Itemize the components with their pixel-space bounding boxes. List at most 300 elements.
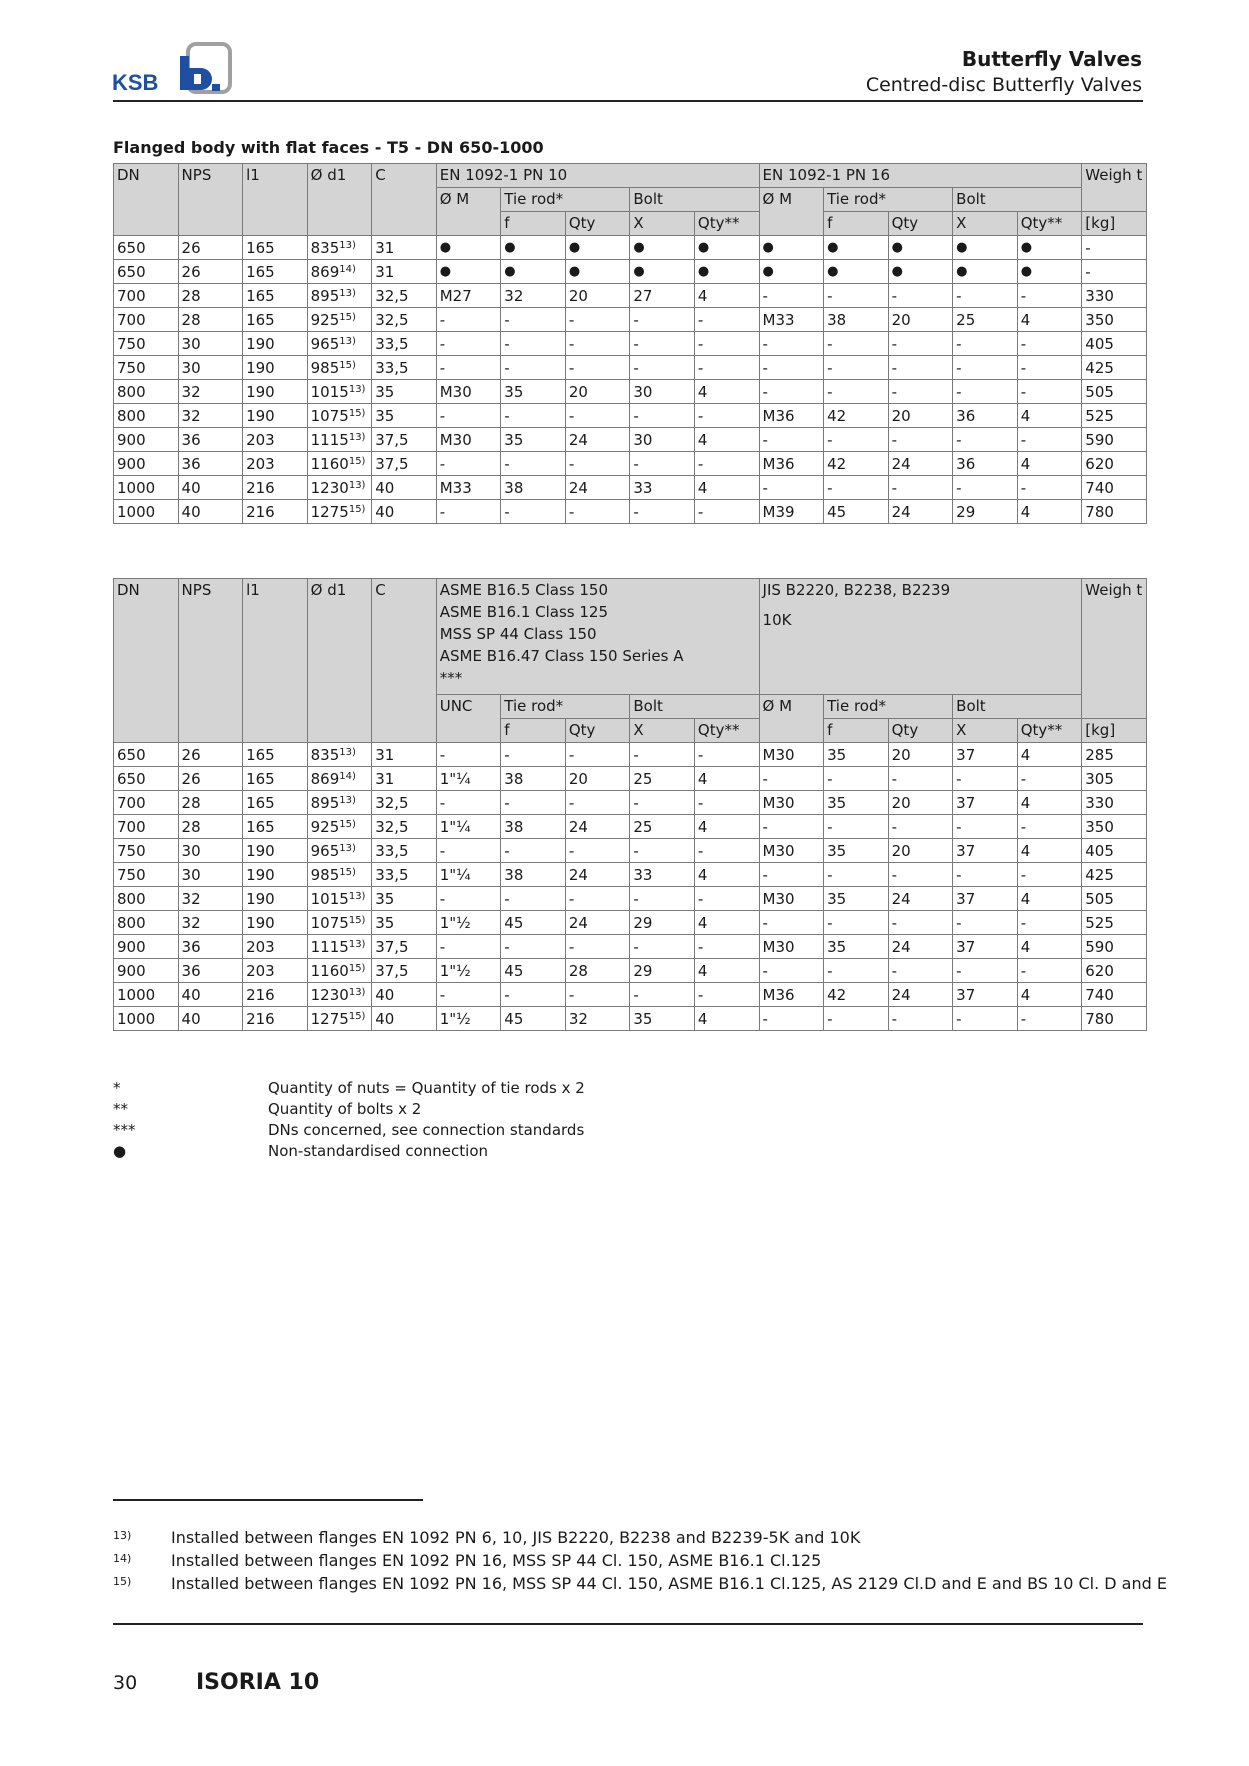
cell-value: 35 [501, 380, 566, 404]
cell-value: 37 [953, 791, 1018, 815]
cell-d1: 1275$^{15)}$ [307, 1007, 372, 1031]
table-row [114, 356, 1147, 380]
cell-l1: 165 [243, 308, 308, 332]
cell-weight: 620 [1082, 959, 1147, 983]
cell-value: 24 [565, 815, 630, 839]
cell-value: 4 [1017, 935, 1082, 959]
cell-value: 1"½ [436, 959, 501, 983]
cell-value: - [436, 332, 501, 356]
footnote-text: Installed between flanges EN 1092 PN 6, 10, JIS B2220, B2238 and B2239-5K and 10K [171, 1528, 861, 1547]
cell-weight: 285 [1082, 743, 1147, 767]
cell-value: ● [436, 236, 501, 260]
cell-value: - [953, 815, 1018, 839]
cell-value: - [888, 767, 953, 791]
col-bolt: Bolt [630, 188, 759, 212]
table-row [114, 260, 1147, 284]
cell-d1: 1015$^{13)}$ [307, 887, 372, 911]
cell-l1: 190 [243, 911, 308, 935]
col-unc: UNC [436, 695, 501, 743]
col-weight: Weigh t [1082, 164, 1147, 212]
cell-dn: 1000 [114, 500, 179, 524]
cell-c: 31 [372, 767, 437, 791]
cell-c: 35 [372, 911, 437, 935]
cell-value: 35 [824, 935, 889, 959]
cell-value: 4 [694, 767, 759, 791]
document-subtitle: Centred-disc Butterfly Valves [865, 74, 1142, 96]
cell-value: 24 [565, 476, 630, 500]
cell-nps: 26 [178, 767, 243, 791]
cell-nps: 26 [178, 743, 243, 767]
cell-value: - [888, 959, 953, 983]
cell-value: 25 [630, 767, 695, 791]
cell-value: - [436, 935, 501, 959]
cell-value: M30 [759, 887, 824, 911]
table-row [114, 767, 1147, 791]
cell-dn: 800 [114, 887, 179, 911]
table-row [114, 308, 1147, 332]
cell-value: ● [824, 260, 889, 284]
cell-value: - [824, 284, 889, 308]
cell-value: - [824, 476, 889, 500]
cell-l1: 190 [243, 863, 308, 887]
table-row [114, 959, 1147, 983]
cell-l1: 190 [243, 356, 308, 380]
cell-weight: 590 [1082, 428, 1147, 452]
cell-value: - [824, 911, 889, 935]
cell-value: - [953, 428, 1018, 452]
cell-value: 1"¼ [436, 815, 501, 839]
cell-dn: 750 [114, 332, 179, 356]
cell-l1: 203 [243, 935, 308, 959]
cell-value: 30 [630, 380, 695, 404]
cell-d1: 1115$^{13)}$ [307, 428, 372, 452]
cell-l1: 165 [243, 815, 308, 839]
cell-value: - [1017, 815, 1082, 839]
cell-value: - [501, 356, 566, 380]
col-c: C [372, 164, 437, 236]
legend-item [113, 1141, 585, 1162]
cell-l1: 203 [243, 428, 308, 452]
cell-nps: 32 [178, 887, 243, 911]
cell-value: - [759, 863, 824, 887]
cell-nps: 30 [178, 356, 243, 380]
cell-value: - [630, 332, 695, 356]
legend-item [113, 1099, 585, 1120]
cell-value: 20 [565, 767, 630, 791]
cell-d1: 869$^{14)}$ [307, 767, 372, 791]
table-row [114, 863, 1147, 887]
legend-text: Quantity of bolts x 2 [268, 1100, 422, 1118]
cell-c: 33,5 [372, 839, 437, 863]
cell-nps: 40 [178, 500, 243, 524]
cell-value: - [953, 767, 1018, 791]
cell-nps: 40 [178, 983, 243, 1007]
cell-l1: 203 [243, 959, 308, 983]
cell-value: - [565, 983, 630, 1007]
cell-value: 24 [565, 911, 630, 935]
cell-value: - [888, 911, 953, 935]
document-title: Butterfly Valves [961, 47, 1142, 71]
cell-value: 25 [953, 308, 1018, 332]
cell-value: ● [1017, 260, 1082, 284]
cell-value: 4 [1017, 500, 1082, 524]
cell-value: M36 [759, 983, 824, 1007]
legend-item [113, 1078, 585, 1099]
group-jis [759, 579, 1082, 695]
cell-value: - [630, 500, 695, 524]
cell-value: 37 [953, 887, 1018, 911]
cell-value: M36 [759, 404, 824, 428]
col-f: f [501, 719, 566, 743]
cell-weight: 505 [1082, 380, 1147, 404]
cell-value: 4 [1017, 404, 1082, 428]
cell-value: - [824, 356, 889, 380]
cell-value: - [501, 743, 566, 767]
cell-value: - [565, 332, 630, 356]
cell-value: - [694, 356, 759, 380]
table-row [114, 911, 1147, 935]
cell-d1: 1160$^{15)}$ [307, 959, 372, 983]
legend-item [113, 1120, 585, 1141]
table-row [114, 452, 1147, 476]
footnote-ref: 15) [348, 962, 366, 974]
cell-nps: 32 [178, 380, 243, 404]
col-qty: Qty [565, 212, 630, 236]
cell-value: 4 [694, 863, 759, 887]
cell-c: 35 [372, 380, 437, 404]
cell-value: ● [953, 236, 1018, 260]
cell-value: 4 [694, 1007, 759, 1031]
cell-dn: 650 [114, 236, 179, 260]
col-kg: [kg] [1082, 719, 1147, 743]
cell-nps: 26 [178, 236, 243, 260]
cell-value: - [630, 839, 695, 863]
cell-value: 1"½ [436, 911, 501, 935]
table-row [114, 743, 1147, 767]
cell-value: - [1017, 1007, 1082, 1031]
cell-value: - [630, 743, 695, 767]
cell-l1: 190 [243, 887, 308, 911]
cell-l1: 216 [243, 500, 308, 524]
cell-value: 4 [1017, 983, 1082, 1007]
cell-value: - [501, 887, 566, 911]
cell-value: 24 [888, 500, 953, 524]
footnote-ref: 14) [339, 263, 356, 275]
col-dn: DN [114, 579, 179, 743]
cell-dn: 900 [114, 959, 179, 983]
cell-nps: 36 [178, 935, 243, 959]
cell-nps: 30 [178, 839, 243, 863]
table-row [114, 332, 1147, 356]
cell-value: 32 [565, 1007, 630, 1031]
cell-value: ● [436, 260, 501, 284]
cell-l1: 216 [243, 983, 308, 1007]
cell-nps: 36 [178, 428, 243, 452]
cell-value: - [565, 452, 630, 476]
cell-value: - [888, 284, 953, 308]
group-asme-line: ASME B16.5 Class 150 [439, 581, 609, 599]
cell-c: 32,5 [372, 308, 437, 332]
cell-c: 32,5 [372, 284, 437, 308]
legend-text: DNs concerned, see connection standards [268, 1121, 585, 1139]
cell-value: 33 [630, 476, 695, 500]
cell-value: - [953, 863, 1018, 887]
col-om: Ø M [436, 188, 501, 236]
cell-dn: 700 [114, 815, 179, 839]
group-jis-line: 10K [762, 611, 792, 629]
cell-value: - [759, 356, 824, 380]
cell-dn: 1000 [114, 1007, 179, 1031]
cell-value: - [759, 332, 824, 356]
cell-c: 37,5 [372, 452, 437, 476]
cell-c: 40 [372, 983, 437, 1007]
cell-value: - [1017, 356, 1082, 380]
cell-dn: 800 [114, 404, 179, 428]
cell-value: 24 [888, 452, 953, 476]
brand-name: KSB [112, 70, 159, 95]
cell-value: - [888, 863, 953, 887]
legend-symbol: ** [113, 1100, 128, 1118]
cell-weight: 350 [1082, 815, 1147, 839]
cell-value: 4 [1017, 791, 1082, 815]
cell-value: - [565, 404, 630, 428]
cell-weight: 780 [1082, 500, 1147, 524]
cell-value: - [694, 404, 759, 428]
cell-value: 24 [888, 887, 953, 911]
cell-value: - [759, 1007, 824, 1031]
group-asme-line: ASME B16.47 Class 150 Series A [439, 647, 684, 665]
group-asme-line: MSS SP 44 Class 150 [439, 625, 597, 643]
cell-value: 38 [501, 815, 566, 839]
cell-weight: 425 [1082, 356, 1147, 380]
cell-value: - [953, 476, 1018, 500]
cell-value: 20 [888, 839, 953, 863]
cell-weight: 405 [1082, 839, 1147, 863]
table-row [114, 236, 1147, 260]
cell-dn: 900 [114, 428, 179, 452]
col-c: C [372, 579, 437, 743]
cell-value: M27 [436, 284, 501, 308]
cell-value: - [565, 356, 630, 380]
section-title: Flanged body with flat faces - T5 - DN 650-1000 [113, 138, 544, 157]
footnote-text: Installed between flanges EN 1092 PN 16, MSS SP 44 Cl. 150, ASME B16.1 Cl.125 [171, 1551, 822, 1570]
cell-value: 29 [953, 500, 1018, 524]
cell-nps: 26 [178, 260, 243, 284]
product-name: ISORIA 10 [196, 1670, 320, 1695]
table-row [114, 428, 1147, 452]
cell-dn: 800 [114, 380, 179, 404]
cell-value: 35 [501, 428, 566, 452]
cell-value: M30 [759, 839, 824, 863]
cell-l1: 216 [243, 1007, 308, 1031]
cell-value: - [436, 839, 501, 863]
cell-value: - [1017, 911, 1082, 935]
cell-nps: 36 [178, 452, 243, 476]
cell-c: 40 [372, 500, 437, 524]
cell-dn: 700 [114, 284, 179, 308]
cell-value: 4 [1017, 887, 1082, 911]
cell-value: - [694, 332, 759, 356]
col-f: f [824, 719, 889, 743]
cell-value: M36 [759, 452, 824, 476]
cell-c: 35 [372, 404, 437, 428]
cell-value: - [694, 500, 759, 524]
cell-value: M30 [759, 791, 824, 815]
cell-value: 45 [501, 1007, 566, 1031]
col-x: X [630, 212, 695, 236]
group-jis-line: JIS B2220, B2238, B2239 [762, 581, 951, 599]
cell-nps: 40 [178, 476, 243, 500]
cell-value: M30 [436, 380, 501, 404]
col-qty2: Qty** [1017, 212, 1082, 236]
cell-value: ● [565, 260, 630, 284]
cell-value: 45 [501, 911, 566, 935]
cell-value: - [694, 935, 759, 959]
cell-value: - [888, 380, 953, 404]
footnote-text: Installed between flanges EN 1092 PN 16, MSS SP 44 Cl. 150, ASME B16.1 Cl.125, AS 2129 Cl.D and E and BS 10 Cl. D and E [171, 1574, 1167, 1593]
cell-value: 35 [630, 1007, 695, 1031]
cell-weight: 525 [1082, 911, 1147, 935]
cell-value: - [436, 743, 501, 767]
footnote-ref: 15) [348, 914, 366, 926]
table-row [114, 476, 1147, 500]
cell-value: 38 [501, 476, 566, 500]
cell-value: - [953, 356, 1018, 380]
cell-d1: 895$^{13)}$ [307, 791, 372, 815]
cell-value: - [630, 404, 695, 428]
cell-d1: 965$^{13)}$ [307, 332, 372, 356]
cell-value: 20 [565, 284, 630, 308]
ksb-logo-icon [176, 42, 234, 96]
cell-value: 37 [953, 935, 1018, 959]
cell-value: - [824, 959, 889, 983]
cell-dn: 1000 [114, 476, 179, 500]
cell-value: 24 [888, 983, 953, 1007]
cell-nps: 30 [178, 332, 243, 356]
cell-value: - [630, 791, 695, 815]
col-d1: Ø d1 [307, 579, 372, 743]
cell-d1: 1015$^{13)}$ [307, 380, 372, 404]
cell-c: 37,5 [372, 959, 437, 983]
cell-value: 4 [1017, 743, 1082, 767]
cell-value: - [501, 791, 566, 815]
cell-d1: 985$^{15)}$ [307, 863, 372, 887]
cell-value: - [694, 983, 759, 1007]
footnote-number: 15) [113, 1575, 132, 1588]
cell-l1: 165 [243, 284, 308, 308]
cell-dn: 1000 [114, 983, 179, 1007]
cell-value: 29 [630, 911, 695, 935]
col-weight: Weigh t [1082, 579, 1147, 719]
cell-c: 31 [372, 743, 437, 767]
footnote-ref: 13) [348, 431, 366, 443]
en-flange-dimensions-table [113, 163, 1147, 524]
cell-weight: 305 [1082, 767, 1147, 791]
cell-value: - [1017, 863, 1082, 887]
cell-dn: 750 [114, 863, 179, 887]
cell-value: - [565, 308, 630, 332]
footnote-number: 14) [113, 1552, 132, 1565]
cell-value: - [565, 935, 630, 959]
cell-weight: 330 [1082, 791, 1147, 815]
footnote-ref: 13) [348, 938, 366, 950]
cell-value: - [824, 332, 889, 356]
cell-l1: 165 [243, 767, 308, 791]
cell-nps: 30 [178, 863, 243, 887]
cell-value: - [1017, 767, 1082, 791]
cell-value: - [1017, 959, 1082, 983]
col-nps: NPS [178, 164, 243, 236]
cell-weight: - [1082, 236, 1147, 260]
table-row [114, 839, 1147, 863]
footnote-ref: 13) [348, 479, 366, 491]
cell-value: - [630, 356, 695, 380]
col-qty2: Qty** [694, 719, 759, 743]
cell-value: - [888, 1007, 953, 1031]
cell-value: 37 [953, 839, 1018, 863]
cell-value: - [630, 308, 695, 332]
cell-value: ● [501, 260, 566, 284]
asme-jis-flange-dimensions-table [113, 578, 1147, 1031]
cell-value: - [953, 332, 1018, 356]
col-qty: Qty [888, 212, 953, 236]
col-nps: NPS [178, 579, 243, 743]
cell-value: - [824, 428, 889, 452]
col-om: Ø M [759, 695, 824, 743]
cell-l1: 203 [243, 452, 308, 476]
cell-value: 32 [501, 284, 566, 308]
cell-value: 4 [694, 959, 759, 983]
cell-value: - [824, 380, 889, 404]
cell-weight: 350 [1082, 308, 1147, 332]
cell-value: - [953, 284, 1018, 308]
cell-value: - [1017, 380, 1082, 404]
cell-value: ● [694, 260, 759, 284]
footnote-ref: 15) [339, 311, 356, 323]
cell-nps: 28 [178, 308, 243, 332]
cell-value: - [501, 404, 566, 428]
cell-weight: 330 [1082, 284, 1147, 308]
col-tie-rod: Tie rod* [501, 188, 630, 212]
cell-value: - [824, 1007, 889, 1031]
col-l1: l1 [243, 164, 308, 236]
table-row [114, 815, 1147, 839]
cell-nps: 28 [178, 815, 243, 839]
cell-value: ● [759, 236, 824, 260]
cell-value: 4 [1017, 839, 1082, 863]
cell-dn: 750 [114, 356, 179, 380]
cell-value: 38 [501, 767, 566, 791]
table-row [114, 1007, 1147, 1031]
cell-value: - [888, 476, 953, 500]
cell-l1: 165 [243, 260, 308, 284]
col-d1: Ø d1 [307, 164, 372, 236]
table-row [114, 284, 1147, 308]
col-qty: Qty [565, 719, 630, 743]
cell-value: - [824, 767, 889, 791]
col-l1: l1 [243, 579, 308, 743]
footnote-ref: 15) [339, 359, 356, 371]
cell-value: - [630, 887, 695, 911]
cell-value: 4 [1017, 452, 1082, 476]
cell-value: - [501, 452, 566, 476]
cell-value: ● [953, 260, 1018, 284]
footnote-ref: 15) [348, 455, 366, 467]
cell-value: - [436, 452, 501, 476]
cell-weight: 590 [1082, 935, 1147, 959]
footnotes [113, 1524, 1167, 1593]
footnote-ref: 13) [339, 842, 356, 854]
